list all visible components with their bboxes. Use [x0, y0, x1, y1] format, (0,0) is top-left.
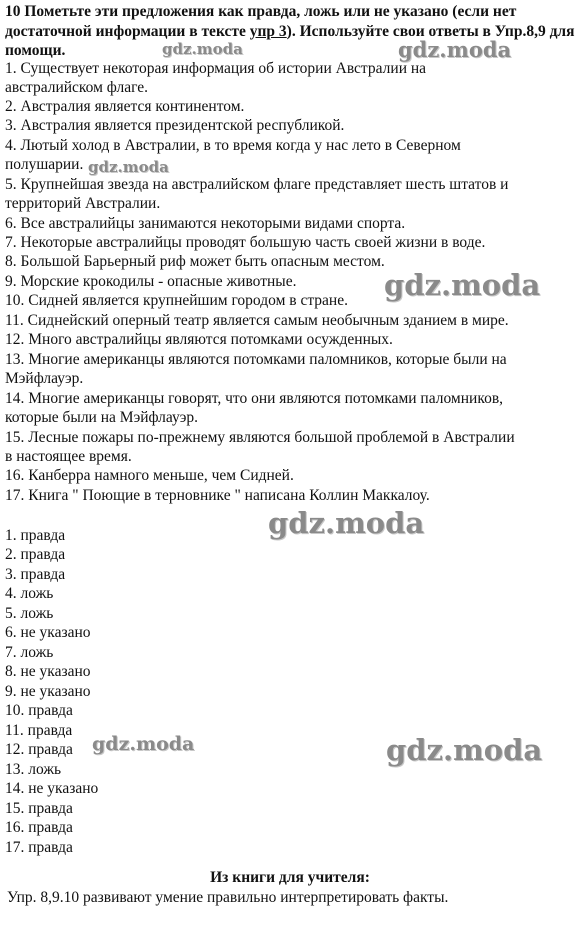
statement-line: 15. Лесные пожары по-прежнему являются большой проблемой в Австралии [5, 429, 515, 446]
answer-item: 11. правда [5, 722, 73, 739]
answer-item: 5. ложь [5, 605, 54, 622]
watermark-logo: gdz.moda [386, 733, 543, 767]
statement-line: полушарии. [5, 156, 84, 173]
answer-item: 2. правда [5, 546, 66, 563]
watermark-logo: gdz.moda [398, 37, 512, 62]
watermark-logo: gdz.moda [384, 268, 541, 302]
statement-line: 4. Лютый холод в Австралии, в то время когда у нас лето в Северном [5, 137, 461, 154]
teacher-book-title: Из книги для учителя: [210, 869, 370, 886]
teacher-book-note: Упр. 8,9.10 развивают умение правильно интерпретировать факты. [7, 889, 449, 906]
answer-item: 10. правда [5, 702, 73, 719]
statement-line: территорий Австралии. [5, 195, 161, 212]
statement-line: 13. Многие американцы являются потомками паломников, которые были на [5, 351, 507, 368]
statement-line: Мэйфлауэр. [5, 370, 84, 387]
statement-line: 9. Морские крокодилы - опасные животные. [5, 273, 297, 290]
statement-line: 1. Существует некоторая информация об истории Австралии на [5, 60, 427, 77]
statement-line: 17. Книга " Поющие в терновнике " написана Коллин Маккалоу. [5, 487, 430, 504]
answer-item: 7. ложь [5, 644, 54, 661]
watermark-logo: gdz.moda [88, 158, 169, 176]
statement-line: 14. Многие американцы говорят, что они являются потомками паломников, [5, 390, 504, 407]
statement-line: 10. Сидней является крупнейшим городом в стране. [5, 292, 348, 309]
statement-line: 16. Канберра намного меньше, чем Сидней. [5, 467, 294, 484]
answer-item: 4. ложь [5, 585, 54, 602]
answer-item: 6. не указано [5, 624, 91, 641]
answer-item: 3. правда [5, 566, 66, 583]
answer-item: 12. правда [5, 741, 73, 758]
task-header-text-end: ). Используйте свои ответы в Упр.8,9 для помощи. [5, 22, 575, 59]
statement-line: в настоящее время. [5, 448, 132, 465]
answer-item: 13. ложь [5, 761, 62, 778]
statement-line: 2. Австралия является континентом. [5, 98, 245, 115]
statement-line: 5. Крупнейшая звезда на австралийском флаге представляет шесть штатов и [5, 176, 509, 193]
watermark-logo: gdz.moda [162, 40, 243, 58]
answer-item: 16. правда [5, 819, 73, 836]
statement-line: 6. Все австралийцы занимаются некоторыми видами спорта. [5, 215, 406, 232]
watermark-logo: gdz.moda [92, 733, 195, 755]
watermark-logo: gdz.moda [268, 506, 425, 540]
statement-line: которые были на Мэйфлауэр. [5, 409, 199, 426]
statement-line: австралийском флаге. [5, 79, 148, 96]
answer-item: 14. не указано [5, 780, 99, 797]
answer-item: 8. не указано [5, 663, 91, 680]
statement-line: 11. Сиднейский оперный театр является самым необычным зданием в мире. [5, 312, 509, 329]
answer-item: 15. правда [5, 800, 73, 817]
task-header-exercise-ref: упр 3 [249, 22, 287, 40]
answer-item: 1. правда [5, 527, 66, 544]
statement-line: 12. Много австралийцы являются потомками осужденных. [5, 331, 393, 348]
statement-line: 7. Некоторые австралийцы проводят большую часть своей жизни в воде. [5, 234, 486, 251]
statement-line: 8. Большой Барьерный риф может быть опасным местом. [5, 253, 385, 270]
answer-item: 17. правда [5, 839, 73, 856]
task-header-text: 10 Пометьте эти предложения как правда, ложь или не указано (если нет достаточной информации в тексте [5, 3, 517, 40]
answer-item: 9. не указано [5, 683, 91, 700]
statement-line: 3. Австралия является президентской республикой. [5, 117, 345, 134]
